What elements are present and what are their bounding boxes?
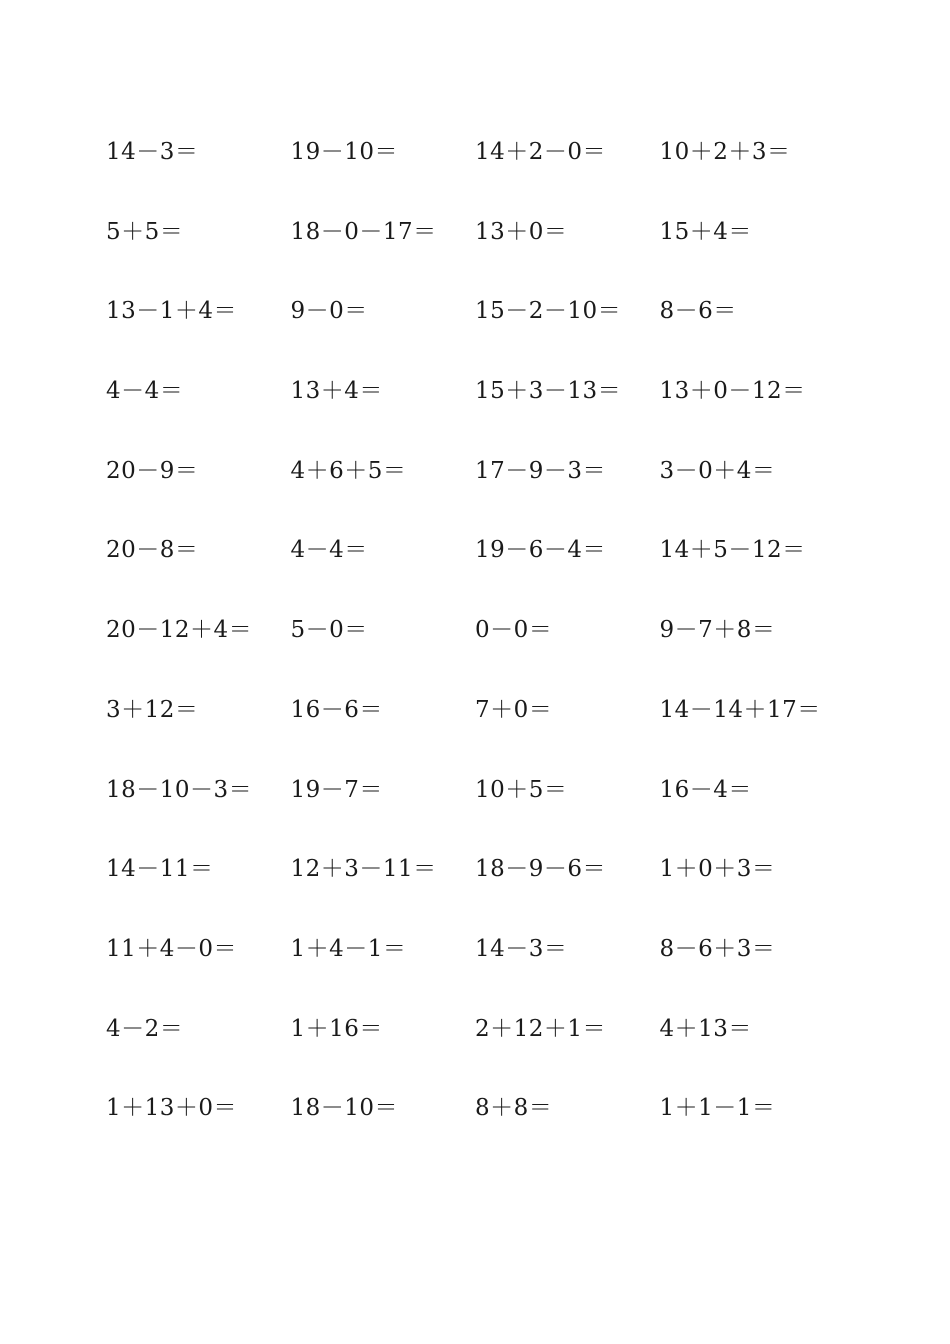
math-problem: 3＋12＝ <box>106 696 199 723</box>
problem-row <box>106 132 866 212</box>
math-problem: 13＋0＝ <box>475 218 568 245</box>
math-problem: 4－2＝ <box>106 1015 184 1042</box>
problem-row <box>106 451 866 531</box>
math-problem: 12＋3－11＝ <box>290 856 437 883</box>
math-problem: 17－9－3＝ <box>475 457 607 484</box>
math-problem: 1＋13＋0＝ <box>106 1095 238 1122</box>
math-problem: 18－10＝ <box>290 1095 399 1122</box>
math-problem: 19－6－4＝ <box>475 537 607 564</box>
problem-row <box>106 770 866 850</box>
math-problem: 7＋0＝ <box>475 696 553 723</box>
math-problem: 14－3＝ <box>475 935 568 962</box>
math-problem: 2＋12＋1＝ <box>475 1015 607 1042</box>
problem-row <box>106 291 866 371</box>
math-problem: 20－9＝ <box>106 457 199 484</box>
math-problem: 20－8＝ <box>106 537 199 564</box>
math-problem: 1＋4－1＝ <box>290 935 407 962</box>
math-problem: 8＋8＝ <box>475 1095 553 1122</box>
math-problem: 9－0＝ <box>290 298 368 325</box>
math-problem: 8－6＋3＝ <box>659 935 776 962</box>
math-problem: 18－0－17＝ <box>290 218 437 245</box>
problem-row <box>106 212 866 292</box>
problem-row <box>106 1088 866 1168</box>
math-problem: 16－6＝ <box>290 696 383 723</box>
problem-row <box>106 690 866 770</box>
problem-row <box>106 530 866 610</box>
math-problem: 5＋5＝ <box>106 218 184 245</box>
math-problem: 14－11＝ <box>106 856 214 883</box>
problem-row <box>106 610 866 690</box>
math-problem: 19－7＝ <box>290 776 383 803</box>
math-problem: 10＋2＋3＝ <box>659 139 791 165</box>
math-problem: 13＋0－12＝ <box>659 378 806 405</box>
math-problem: 14＋2－0＝ <box>475 139 607 165</box>
problem-row <box>106 849 866 929</box>
math-problem: 14－3＝ <box>106 139 199 165</box>
math-problem: 14＋5－12＝ <box>659 537 806 564</box>
math-problem: 18－9－6＝ <box>475 856 607 883</box>
math-problem: 4＋13＝ <box>659 1015 752 1042</box>
math-problem: 11＋4－0＝ <box>106 935 238 962</box>
problem-row <box>106 929 866 1009</box>
math-problem: 15－2－10＝ <box>475 298 622 325</box>
math-problem: 20－12＋4＝ <box>106 617 253 644</box>
math-problem: 9－7＋8＝ <box>659 617 776 644</box>
math-problem: 19－10＝ <box>290 139 399 165</box>
problem-row <box>106 1009 866 1089</box>
problem-row <box>106 371 866 451</box>
math-problem: 13＋4＝ <box>290 378 383 405</box>
math-problem: 13－1＋4＝ <box>106 298 238 325</box>
math-problem: 16－4＝ <box>659 776 752 803</box>
math-problem: 4－4＝ <box>106 378 184 405</box>
math-problem: 4－4＝ <box>290 537 368 564</box>
arithmetic-worksheet <box>106 132 866 1168</box>
math-problem: 10＋5＝ <box>475 776 568 803</box>
math-problem: 4＋6＋5＝ <box>290 457 407 484</box>
math-problem: 1＋0＋3＝ <box>659 856 776 883</box>
math-problem: 8－6＝ <box>659 298 737 325</box>
math-problem: 1＋1－1＝ <box>659 1095 776 1122</box>
math-problem: 5－0＝ <box>290 617 368 644</box>
math-problem: 15＋4＝ <box>659 218 752 245</box>
math-problem: 15＋3－13＝ <box>475 378 622 405</box>
math-problem: 14－14＋17＝ <box>659 696 821 723</box>
math-problem: 18－10－3＝ <box>106 776 253 803</box>
math-problem: 1＋16＝ <box>290 1015 383 1042</box>
math-problem: 3－0＋4＝ <box>659 457 776 484</box>
math-problem: 0－0＝ <box>475 617 553 644</box>
